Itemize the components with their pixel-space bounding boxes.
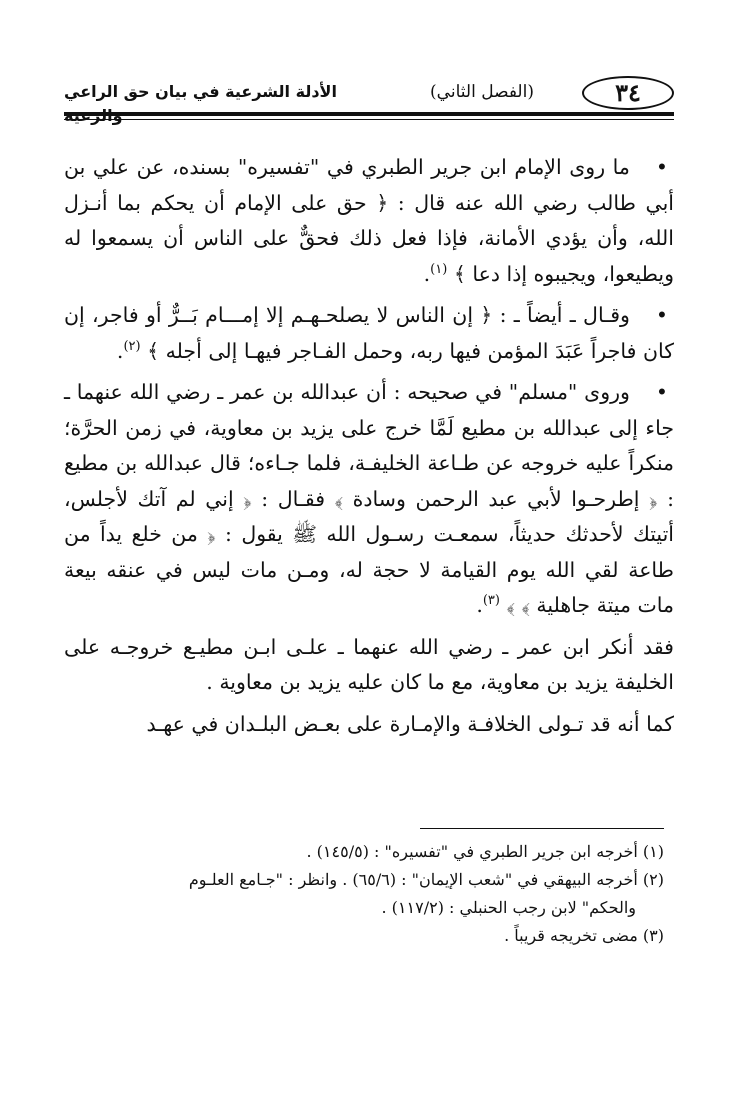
page-number-badge (582, 76, 674, 110)
header-rule-thick (64, 112, 674, 116)
bullet-marker: • (655, 380, 668, 404)
paragraph-text: ما روى الإمام ابن جرير الطبري في "تفسيره" بسنده، عن علي بن أبي طالب رضي الله عنه قال : ﴿ حق على الإمام أن يحكم بما أنـزل الله، وأن يؤدي الأمانة، فإذا فعل ذلك فحقٌّ على الناس أن يسمعوا له ويطيعوا، ويجيبوه إذا دعا ﴾ (64, 155, 674, 286)
header-rule-thin (64, 119, 674, 120)
running-title: الأدلة الشرعية في بيان حق الراعي (64, 82, 337, 101)
paragraph-text: فقد أنكر ابن عمر ـ رضي الله عنهما ـ علـى ابـن مطيـع خروجـه على الخليفة يزيد بن معاوية، مع ما كان عليه يزيد بن معاوية . (64, 634, 674, 694)
paragraph-end: . (116, 338, 124, 363)
paragraph (64, 630, 674, 701)
footnote: (٣) مضى تخريجه قريباً . (504, 926, 664, 945)
footnotes (64, 838, 664, 950)
paragraph-text: كما أنه قد تـولى الخلافـة والإمـارة على بعـض البلـدان في عهـد (146, 711, 674, 736)
paragraph-end: . (476, 593, 483, 617)
footnote-continuation: والحكم" لابن رجب الحنبلي : (١١٧/٢) . (381, 898, 636, 917)
paragraph (64, 707, 674, 743)
bullet-marker: • (655, 155, 668, 179)
footnote-ref: (٢) (123, 338, 141, 354)
main-text (64, 150, 674, 748)
chapter-label: (الفصل الثاني) (430, 82, 534, 102)
footnote-separator (420, 828, 664, 829)
page-number: ٣٤ (615, 78, 641, 107)
paragraph-end: . (423, 261, 431, 286)
paragraph-text: وروى "مسلم" في صحيحه : أن عبدالله بن عمر ـ رضي الله عنهما ـ جاء إلى عبدالله بن مطيع لَمَّا خرج على يزيد بن معاوية، في زمن الحرَّة؛ منكراً عليه خروجه عن طـاعة الخليفـة، فلما جـاءه؛ قال عبدالله بن مطيع : ﴿ إطرحـوا لأبي عبد الرحمن وسادة ﴾ فقـال : ﴿ إني لم آتك لأجلس، أتيتك لأحدثك حديثاً، سمعـت رسـول الله ﷺ يقول : ﴿ من خلع يداً من طاعة لقي الله يوم القيامة لا حجة له، ومـن مات ليس في عنقه بيعة مات ميتة جاهلية ﴾ ﴾ (64, 380, 674, 617)
paragraph-text: وقـال ـ أيضاً ـ : ﴿ إن الناس لا يصلحـهـم إلا إمـــام بَــرٌّ أو فاجر، إن كان فاجراً عَبَدَ المؤمن فيها ربه، وحمل الفـاجر فيهـا إلى أجله ﴾ (64, 303, 674, 363)
footnote-ref: (٣) (482, 593, 500, 609)
footnote: (٢) أخرجه البيهقي في "شعب الإيمان" : (٦٥/٦) . وانظر : "جـامع العلـوم (188, 870, 664, 889)
paragraph (64, 375, 674, 624)
paragraph (64, 298, 674, 369)
footnote: (١) أخرجه ابن جرير الطبري في "تفسيره" : (١٤٥/٥) . (306, 842, 664, 861)
paragraph (64, 150, 674, 292)
footnote-ref: (١) (430, 261, 448, 277)
bullet-marker: • (655, 303, 668, 327)
